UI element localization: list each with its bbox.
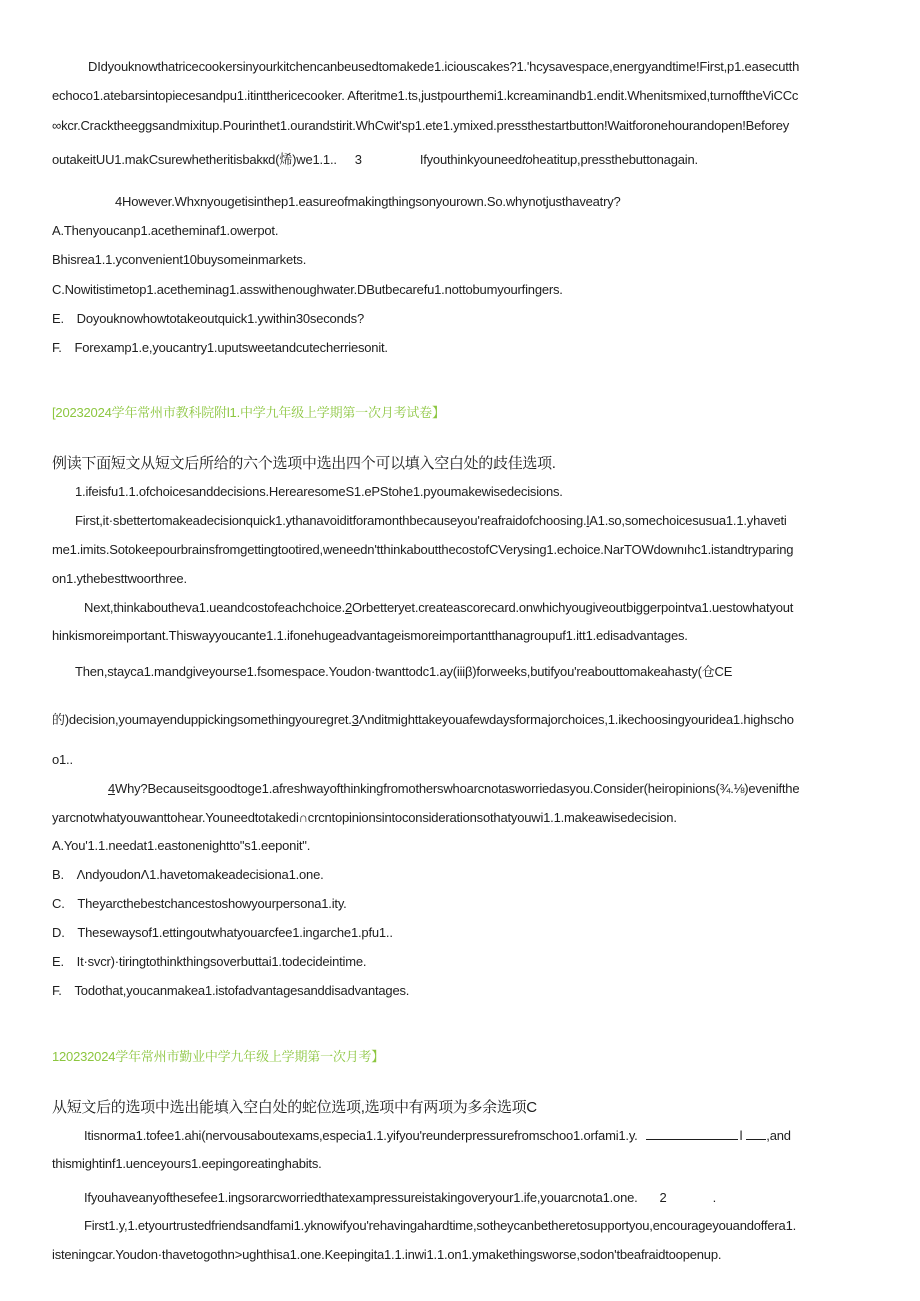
option-item: B. ΛndyoudonΛ1.havetomakeadecisiona1.one. bbox=[52, 867, 324, 882]
passage-line: Ifyouhaveanyofthesefee1.ingsorarcworriedthatexampressureistakingoveryour1.ife,youarcnota1.one. 2 . bbox=[84, 1190, 716, 1205]
option-item: A.You'1.1.needat1.eastonenightto"s1.eeponit". bbox=[52, 838, 311, 853]
blank-number: 4 bbox=[108, 781, 116, 796]
passage-line: hinkismoreimportant.Thiswayyoucante1.1.ifonehugeadvantageismoreimportantthanagroupuf1.itt1.edisadvantages. bbox=[52, 628, 688, 643]
passage-line: isteningcar.Youdon·thavetogothn>ughthisa1.one.Keepingita1.1.inwi1.1.on1.ymakethingsworse,sodon'tbeafraidtoopenup. bbox=[52, 1247, 722, 1262]
blank-number: l bbox=[739, 1128, 743, 1143]
passage-line: First,it·sbettertomakeadecisionquick1.ythanavoiditforamonthbecauseyou'reafraidofchoosing.lA1.so,somechoicesusua1.1.yhaveti bbox=[75, 513, 787, 528]
option-item: C.Nowitistimetop1.acetheminag1.asswithenoughwater.DButbecarefu1.nottobumyourfingers. bbox=[52, 282, 563, 297]
blank-number: 2 bbox=[344, 600, 353, 615]
section-instruction: 例读下面短文从短文后所给的六个选项中选出四个可以填入空白处的歧佳选项. bbox=[52, 455, 556, 472]
section-instruction: 从短文后的选项中选出能填入空白处的蛇位选项,选项中有两项为多余选项C bbox=[52, 1099, 537, 1116]
passage-line: outakeitUU1.makCsurewhetheritisbakкd(烯)we1.1.. 3 Ifyouthinkyouneedtoheatitup,pressthebuttonagain. bbox=[52, 152, 698, 167]
passage-line: 4Why?Becauseitsgoodtoge1.afreshwayofthinkingfromotherswhoarcnotasworriedasyou.Consider(heiropinions(¾.⅛)evenifthe bbox=[108, 781, 800, 796]
option-item: D. Thesewaysof1.ettingoutwhatyouarcfee1.ingarche1.pfu1.. bbox=[52, 925, 393, 940]
section-source-header: 120232024学年常州市勤业中学九年级上学期第一次月考】 bbox=[52, 1049, 385, 1064]
passage-line: me1.imits.Sotokeepourbrainsfromgettingtootired,weneedn'tthinkaboutthecostofCVerysing1.echoice.NarTOWdownıhc1.istandtryparing bbox=[52, 542, 794, 557]
passage-line: First1.y,1.etyourtrustedfriendsandfami1.yknowifyou'rehavingahardtime,sotheycanbetheretosupportyou,encourageyouandoffera1. bbox=[84, 1218, 797, 1233]
passage-line: 的)decision,youmayenduppickingsomethingyouregret.3Λnditmighttakeyouafewdaysformajorchoices,1.ikechoosingyouridea1.highscho bbox=[52, 712, 794, 727]
passage-line: yarcnotwhatyouwanttohear.Youneedtotakedi∩crcntopinionsintoconsiderationsothatyouwi1.1.makeawisedecision. bbox=[52, 810, 677, 825]
passage-line: 1.ifeisfu1.1.ofchoicesanddecisions.HerearesomeS1.ePStohe1.pyoumakewisedecisions. bbox=[75, 484, 563, 499]
passage-line: o1.. bbox=[52, 752, 73, 767]
passage-line: Itisnorma1.tofee1.ahi(nervousaboutexams,especia1.1.yifyou'reunderpressurefromschoo1.orfami1.y. l ,and bbox=[84, 1128, 791, 1143]
option-item: C. Theyarcthebestchancestoshowyourpersona1.ity. bbox=[52, 896, 347, 911]
blank-number: 2 bbox=[659, 1190, 667, 1205]
passage-line: thismightinf1.uenceyours1.eepingoreatinghabits. bbox=[52, 1156, 322, 1171]
blank-number: 3 bbox=[354, 152, 362, 167]
option-item: F. Todothat,youcanmakea1.istofadvantagesanddisadvantages. bbox=[52, 983, 410, 998]
blank-number: 3 bbox=[351, 712, 359, 727]
passage-line: DIdyouknowthatricecookersinyourkitchencanbeusedtomakede1.iciouscakes?1.'hcysavespace,energyandtime!First,p1.easecutth bbox=[88, 59, 800, 74]
section-source-header: [20232024学年常州市教科院附l1.中学九年级上学期第一次月考试卷】 bbox=[52, 405, 445, 420]
passage-line: echoco1.atebarsintopiecesandpu1.itintthericecooker. Afteritme1.ts,justpourthemi1.kcreaminandb1.endit.Whenitsmixed,turnofftheViCCc bbox=[52, 88, 799, 103]
passage-line: Next,thinkaboutheva1.ueandcostofeachchoice.2Orbetteryet.createascorecard.onwhichyougiveoutbiggerpointva1.uestowhatyout bbox=[84, 600, 794, 615]
option-item: E. Doyouknowhowtotakeoutquick1.ywithin30seconds? bbox=[52, 311, 364, 326]
blank-number: l bbox=[586, 513, 590, 528]
option-item: Bhisrea1.1.yconvenient10buysomeinmarkets. bbox=[52, 252, 307, 267]
passage-line: Then,stayca1.mandgiveyourse1.fsomespace.Youdon·twanttodc1.ay(iiiβ)forweeks,butifyou'reabouttomakeahasty(仓CE bbox=[75, 664, 733, 679]
passage-line: on1.ythebesttwoorthree. bbox=[52, 571, 187, 586]
option-item: E. It·svcr)·tiringtothinkthingsoverbuttai1.todecideintime. bbox=[52, 954, 367, 969]
option-item: A.Thenyoucanp1.acetheminaf1.owerpot. bbox=[52, 223, 279, 238]
passage-line: 4However.Whxnyougetisinthep1.easureofmakingthingsonyourown.So.whynotjusthaveatry? bbox=[115, 194, 621, 209]
option-item: F. Forexamp1.e,youcantry1.uputsweetandcutecherriesonit. bbox=[52, 340, 388, 355]
passage-line: ∞kcr.Cracktheeggsandmixitup.Pourinthet1.ourandstirit.WhCwit'sp1.ete1.ymixed.pressthestartbutton!Waitforonehourandopen!Beforey bbox=[52, 118, 790, 133]
